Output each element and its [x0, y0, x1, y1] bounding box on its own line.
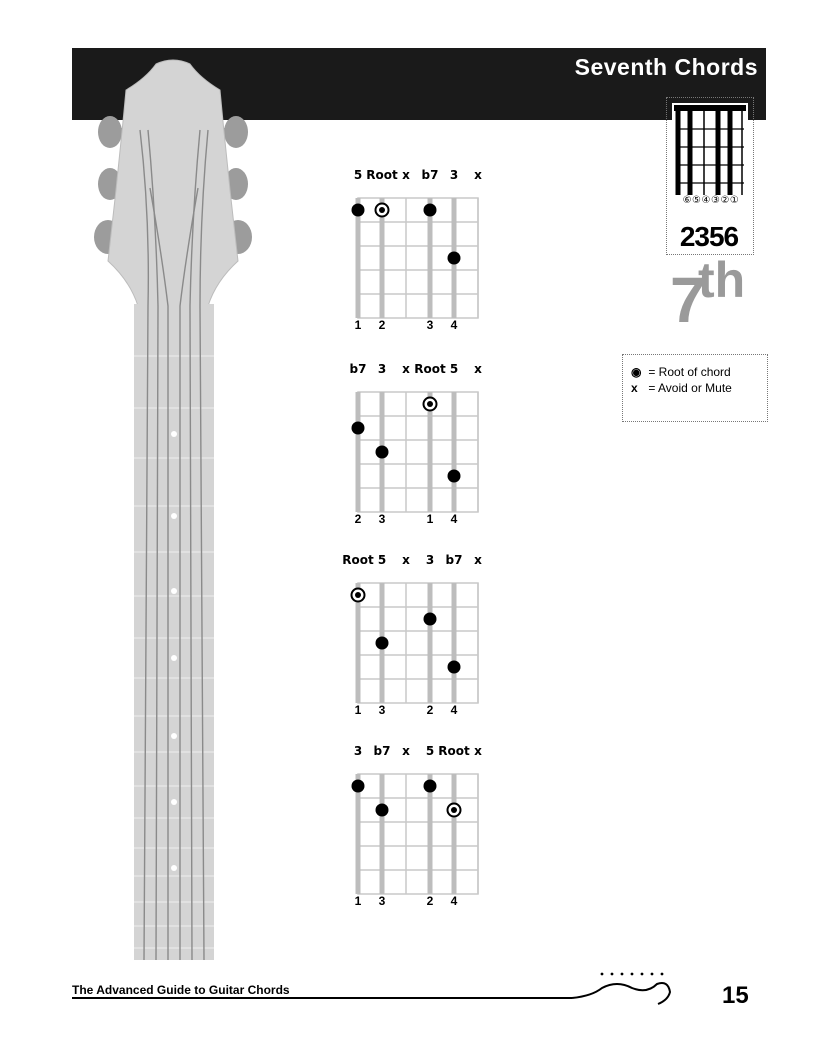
finger-dot [424, 613, 437, 626]
fretboard-grid [340, 186, 490, 321]
interval-label: x [474, 168, 482, 182]
book-title: The Advanced Guide to Guitar Chords [72, 983, 290, 997]
chord-type-label [670, 250, 770, 340]
interval-label: 5 [425, 744, 435, 758]
mini-fretboard-icon [672, 103, 748, 195]
finger-dot [376, 637, 389, 650]
interval-label: b7 [349, 362, 367, 376]
finger-dot [352, 422, 365, 435]
page-number: 15 [722, 982, 749, 1009]
finger-number: 3 [378, 894, 386, 908]
finger-number: 1 [426, 512, 434, 526]
finger-number: 3 [426, 318, 434, 332]
finger-number: 2 [378, 318, 386, 332]
interval-label: Root [366, 168, 398, 182]
finger-number: 2 [426, 894, 434, 908]
chord-diagram [340, 362, 500, 532]
interval-label: 3 [425, 553, 435, 567]
finger-number: 3 [378, 512, 386, 526]
interval-label: Root [414, 362, 446, 376]
interval-labels [340, 362, 490, 380]
finger-number: 4 [450, 894, 458, 908]
legend-avoid [631, 381, 732, 395]
finger-numbers [340, 703, 490, 719]
finger-number: 4 [450, 703, 458, 717]
interval-label: b7 [373, 744, 391, 758]
interval-label: x [402, 553, 410, 567]
page-title: Seventh Chords [574, 54, 758, 80]
root-dot-center [355, 592, 361, 598]
chord-type-number: 7 [670, 264, 706, 336]
finger-dot [376, 446, 389, 459]
finger-number: 1 [354, 894, 362, 908]
finger-dot [448, 252, 461, 265]
finger-dot [448, 470, 461, 483]
finger-number: 4 [450, 318, 458, 332]
chord-diagram [340, 553, 500, 723]
dotted-ornament [601, 973, 664, 976]
finger-dot [352, 780, 365, 793]
interval-label: x [474, 744, 482, 758]
finger-number: 2 [426, 703, 434, 717]
interval-label: x [402, 362, 410, 376]
interval-labels [340, 553, 490, 571]
headstock [108, 60, 238, 306]
finger-numbers [340, 894, 490, 910]
interval-label: 3 [449, 168, 459, 182]
interval-label: x [402, 168, 410, 182]
fretboard-grid [340, 762, 490, 897]
finger-number: 1 [354, 703, 362, 717]
chord-diagram [340, 744, 500, 914]
interval-label: x [474, 362, 482, 376]
legend-root-text: = Root of chord [648, 365, 731, 379]
root-symbol-icon: ◉ [631, 365, 642, 379]
finger-numbers [340, 512, 490, 528]
interval-label: 3 [377, 362, 387, 376]
string-set-badge [666, 97, 754, 257]
avoid-symbol-icon: x [631, 381, 638, 395]
interval-label: 5 [353, 168, 363, 182]
fretboard-grid [340, 380, 490, 515]
guitar-neck-illustration [88, 56, 268, 960]
string-number-labels: ⑥⑤④③②① [682, 195, 740, 206]
finger-dot [376, 804, 389, 817]
interval-label: 5 [449, 362, 459, 376]
interval-label: b7 [421, 168, 439, 182]
interval-label: 5 [377, 553, 387, 567]
legend-box [622, 354, 768, 422]
chord-diagram [340, 168, 500, 338]
finger-dot [424, 204, 437, 217]
fretboard-grid [340, 571, 490, 706]
finger-numbers [340, 318, 490, 334]
interval-labels [340, 168, 490, 186]
finger-number: 3 [378, 703, 386, 717]
chord-type-suffix: th [698, 252, 746, 308]
legend-avoid-text: = Avoid or Mute [648, 381, 732, 395]
finger-dot [448, 661, 461, 674]
root-dot-center [451, 807, 457, 813]
legend-root [631, 365, 731, 379]
interval-label: Root [438, 744, 470, 758]
root-dot-center [427, 401, 433, 407]
finger-dot [424, 780, 437, 793]
interval-label: b7 [445, 553, 463, 567]
interval-labels [340, 744, 490, 762]
finger-dot [352, 204, 365, 217]
root-dot-center [379, 207, 385, 213]
interval-label: 3 [353, 744, 363, 758]
finger-number: 4 [450, 512, 458, 526]
interval-label: Root [342, 553, 374, 567]
guitar-body-outline-icon [572, 983, 670, 1004]
grid-outline [358, 774, 478, 894]
finger-number: 2 [354, 512, 362, 526]
string-set-code: 2356 [679, 221, 739, 252]
interval-label: x [474, 553, 482, 567]
finger-number: 1 [354, 318, 362, 332]
interval-label: x [402, 744, 410, 758]
